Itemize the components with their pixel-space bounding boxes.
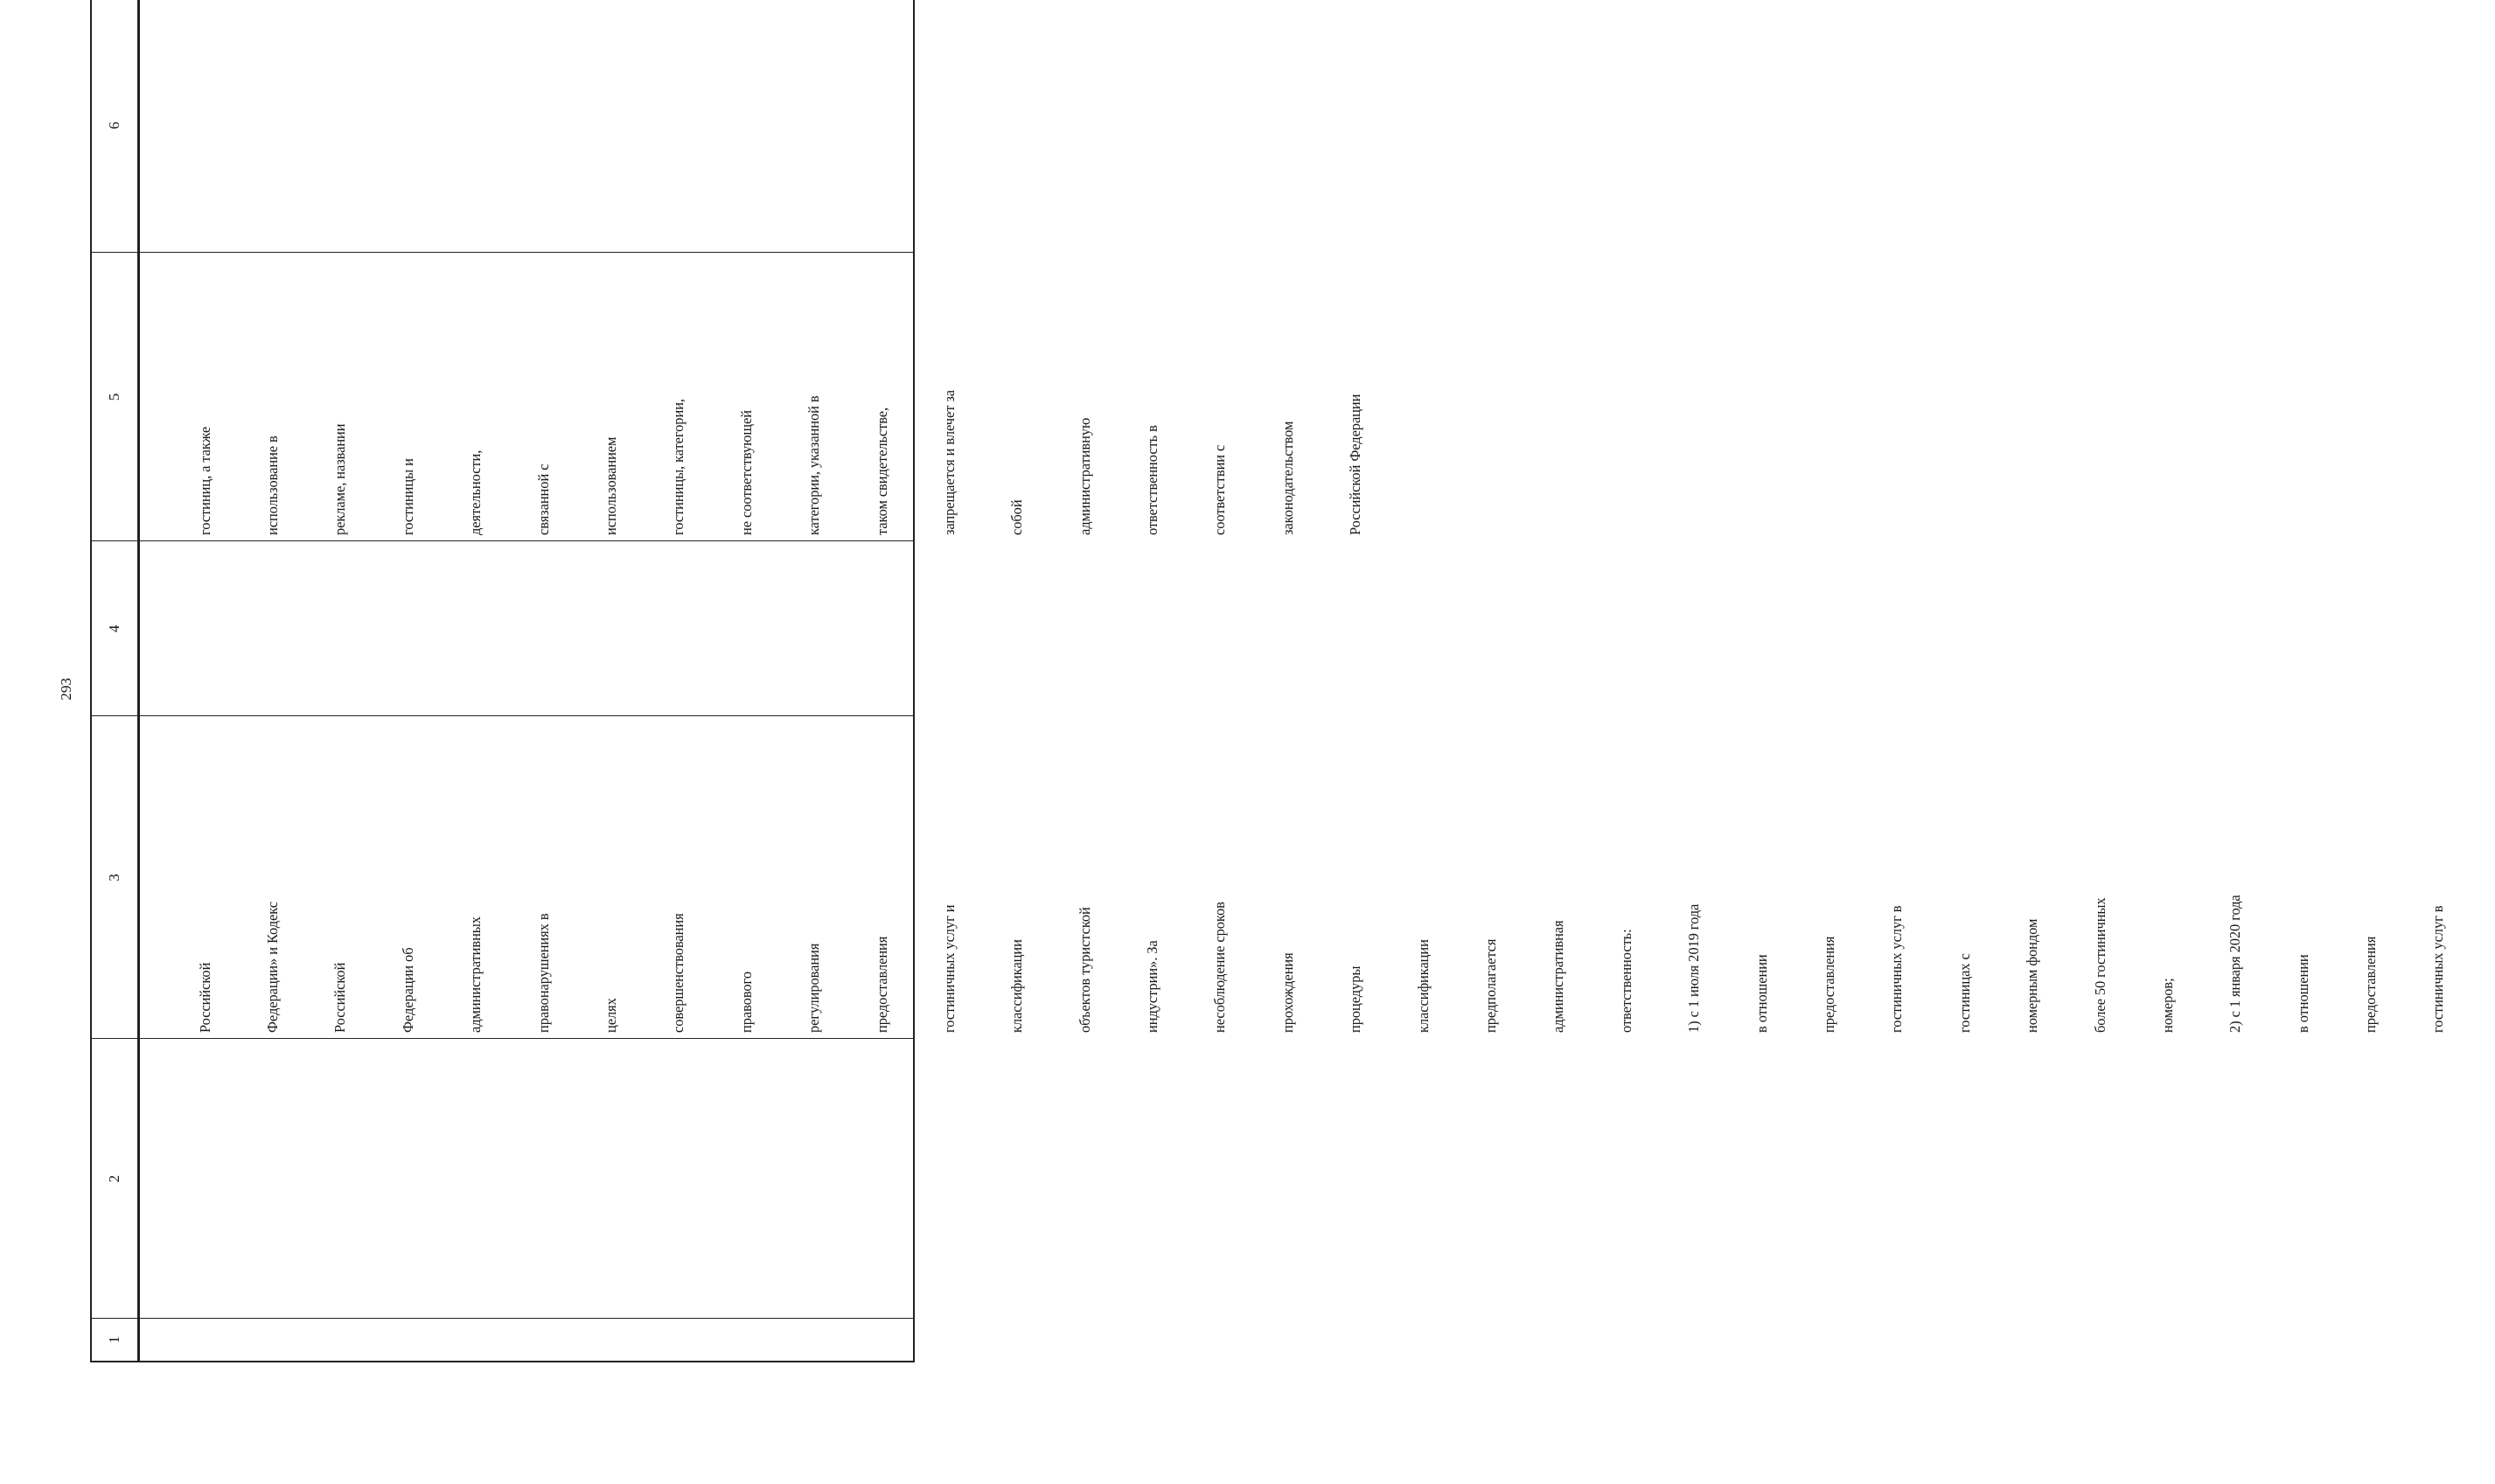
text-line: связанной с [534,463,552,535]
text-line: использованием [602,436,619,535]
text-line: Федерации об [399,947,416,1033]
text-line: 2) с 1 января 2020 года [2227,895,2244,1033]
page-number: 293 [58,678,74,700]
column-divider [140,715,913,716]
text-line: прохождения [1279,952,1296,1033]
text-line: не соответствующей [737,410,755,535]
header-divider [92,1318,137,1319]
text-line: предоставления [2362,936,2380,1033]
text-line: запрещается и влечет за [940,389,958,535]
text-line: категории, указанной в [805,395,823,535]
text-line: административных [467,916,484,1033]
header-col-5: 5 [106,393,122,401]
column-divider [140,1038,913,1039]
text-line: Российской [331,962,349,1033]
column-divider [140,1318,913,1319]
header-col-3: 3 [106,874,122,881]
text-line: целях [602,998,619,1033]
text-line: классификации [1008,939,1026,1033]
header-col-1: 1 [106,1335,122,1344]
text-line: классификации [1414,939,1432,1033]
text-line: регулирования [805,943,823,1033]
text-line: гостиничных услуг в [1888,905,1906,1033]
header-divider [92,252,137,253]
text-line: гостиничных услуг и [940,904,958,1033]
header-col-2: 2 [106,1174,122,1183]
column-5-text [149,255,1412,535]
text-line: правонарушениях в [534,913,552,1033]
text-line: административную [1076,417,1093,535]
document-table [90,0,2447,1362]
text-line: деятельности, [467,449,484,535]
text-line: Российской [196,962,213,1033]
text-line: индустрии». За [1144,940,1161,1033]
column-divider [140,540,913,541]
text-line: законодательством [1279,421,1296,535]
text-line: таком свидетельстве, [873,407,890,535]
text-line: совершенствования [670,913,687,1033]
text-line: процедуры [1347,965,1364,1033]
text-line: ответственность: [1617,929,1634,1033]
text-line: предоставления [1820,936,1837,1033]
text-line: несоблюдение сроков [1211,902,1229,1033]
column-3-text [149,720,2495,1033]
text-line: предполагается [1482,938,1500,1033]
text-line: использование в [263,435,281,535]
text-line: правового [737,972,755,1033]
text-line: гостиницы и [399,458,416,535]
text-line: в отношении [1753,954,1770,1033]
text-line: объектов туристской [1076,907,1093,1033]
text-line: гостиницах с [1955,953,1973,1033]
text-line: собой [1008,499,1026,535]
table-header-row [90,0,140,1362]
text-line: административная [1550,920,1567,1033]
column-divider [140,252,913,253]
text-line: рекламе, названии [331,423,349,535]
header-col-6: 6 [106,122,122,129]
header-divider [92,540,137,541]
text-line: Федерации» и Кодекс [263,902,281,1033]
text-line: в отношении [2294,954,2311,1033]
header-divider [92,1038,137,1039]
text-line: соответствии с [1211,444,1229,535]
text-line: номерным фондом [2024,918,2041,1033]
text-line: гостиничных услуг в [2429,905,2447,1033]
text-line: 1) с 1 июля 2019 года [1685,903,1703,1033]
text-line: номеров; [2158,978,2176,1033]
text-line: гостиниц, а также [196,426,213,535]
text-line: Российской Федерации [1347,394,1364,535]
header-col-4: 4 [106,624,122,633]
table-body-row [140,0,2447,1362]
text-line: предоставления [873,936,890,1033]
header-divider [92,715,137,716]
text-line: более 50 гостиничных [2091,897,2108,1033]
text-line: гостиницы, категории, [670,399,687,535]
text-line: ответственность в [1144,425,1161,535]
